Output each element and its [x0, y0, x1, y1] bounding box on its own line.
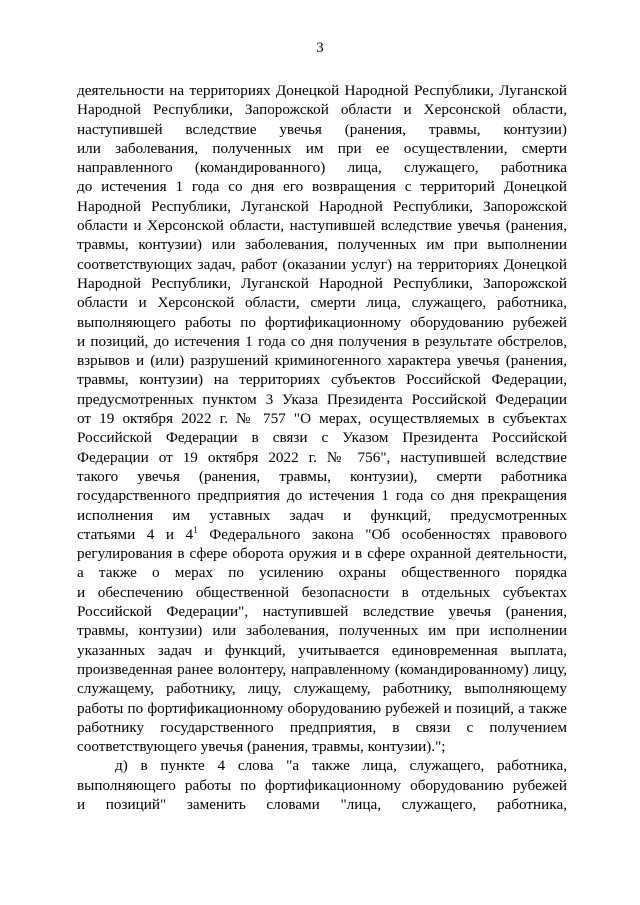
- text-line: работнику государственного предприятия, в связи с получением: [77, 718, 567, 736]
- text-line: или заболевания, полученных им при ее осуществлении, смерти: [77, 139, 567, 157]
- text-line: травмы, контузии) или заболевания, полученных им при выполнении: [77, 236, 567, 254]
- text-line: выполняющего работы по фортификационному оборудованию рубежей: [77, 313, 567, 331]
- text-line: Народной Республики, Луганской Народной Республики, Запорожской: [77, 274, 567, 292]
- text-segment: статьями 4 и 4: [77, 525, 194, 543]
- text-line: произведенная ранее волонтеру, направленному (командированному) лицу,: [77, 660, 567, 678]
- text-line: и обеспечению общественной безопасности в отдельных субъектах: [77, 583, 567, 601]
- text-line: наступившей вследствие увечья (ранения, травмы, контузии): [77, 120, 567, 138]
- text-line: области и Херсонской области, смерти лица, служащего, работника,: [77, 294, 567, 312]
- text-line: а также о мерах по усилению охраны общественного порядка: [77, 564, 567, 582]
- text-line: работы по фортификационному оборудованию рубежей и позиций, а также: [77, 699, 567, 717]
- document-body: [77, 81, 567, 814]
- text-line: исполнения им уставных задач и функций, предусмотренных: [77, 506, 567, 524]
- text-line: травмы, контузии) на территориях субъектов Российской Федерации,: [77, 371, 567, 389]
- text-line: государственного предприятия до истечения 1 года со дня прекращения: [77, 487, 567, 505]
- text-line: Народной Республики, Луганской Народной Республики, Запорожской: [77, 197, 567, 215]
- text-line: Российской Федерации в связи с Указом Президента Российской: [77, 429, 567, 447]
- text-line: Федерации от 19 октября 2022 г. № 756", наступившей вследствие: [77, 448, 567, 466]
- text-line: указанных задач и функций, учитывается единовременная выплата,: [77, 641, 567, 659]
- text-line: служащему, работнику, лицу, служащему, работнику, выполняющему: [77, 680, 567, 698]
- text-line: и позиций, до истечения 1 года со дня получения в результате обстрелов,: [77, 332, 567, 350]
- text-line-last-of-paragraph: соответствующего увечья (ранения, травмы, контузии).";: [77, 738, 446, 756]
- text-line: соответствующих задач, работ (оказании услуг) на территориях Донецкой: [77, 255, 567, 273]
- text-line: Российской Федерации", наступившей вследствие увечья (ранения,: [77, 603, 567, 621]
- text-line: выполняющего работы по фортификационному оборудованию рубежей: [77, 776, 567, 794]
- text-line-with-superscript: [77, 525, 567, 544]
- text-line: от 19 октября 2022 г. № 757 "О мерах, осуществляемых в субъектах: [77, 410, 567, 428]
- text-line: такого увечья (ранения, травмы, контузии), смерти работника: [77, 467, 567, 485]
- text-line: предусмотренных пунктом 3 Указа Президента Российской Федерации: [77, 390, 567, 408]
- text-line: взрывов и (или) разрушений криминогенного характера увечья (ранения,: [77, 352, 567, 370]
- superscript-article-number: 1: [193, 524, 198, 535]
- page-number: 3: [316, 40, 324, 56]
- subparagraph-d-start: д) в пункте 4 слова "а также лица, служащего, работника,: [115, 757, 567, 775]
- text-line: направленного (командированного) лица, служащего, работника: [77, 159, 567, 177]
- text-line: и позиций" заменить словами "лица, служащего, работника,: [77, 795, 567, 813]
- text-line: деятельности на территориях Донецкой Народной Республики, Луганской: [77, 82, 567, 99]
- text-line: области и Херсонской области, наступившей вследствие увечья (ранения,: [77, 217, 567, 235]
- text-line: до истечения 1 года со дня его возвращения с территорий Донецкой: [77, 178, 567, 196]
- text-line: травмы, контузии) или заболевания, полученных им при исполнении: [77, 622, 567, 640]
- text-line: Народной Республики, Запорожской области и Херсонской области,: [77, 101, 567, 119]
- text-line: регулирования в сфере оборота оружия и в сфере охранной деятельности,: [77, 545, 567, 563]
- text-segment: Федерального закона "Об особенностях правового: [197, 525, 568, 543]
